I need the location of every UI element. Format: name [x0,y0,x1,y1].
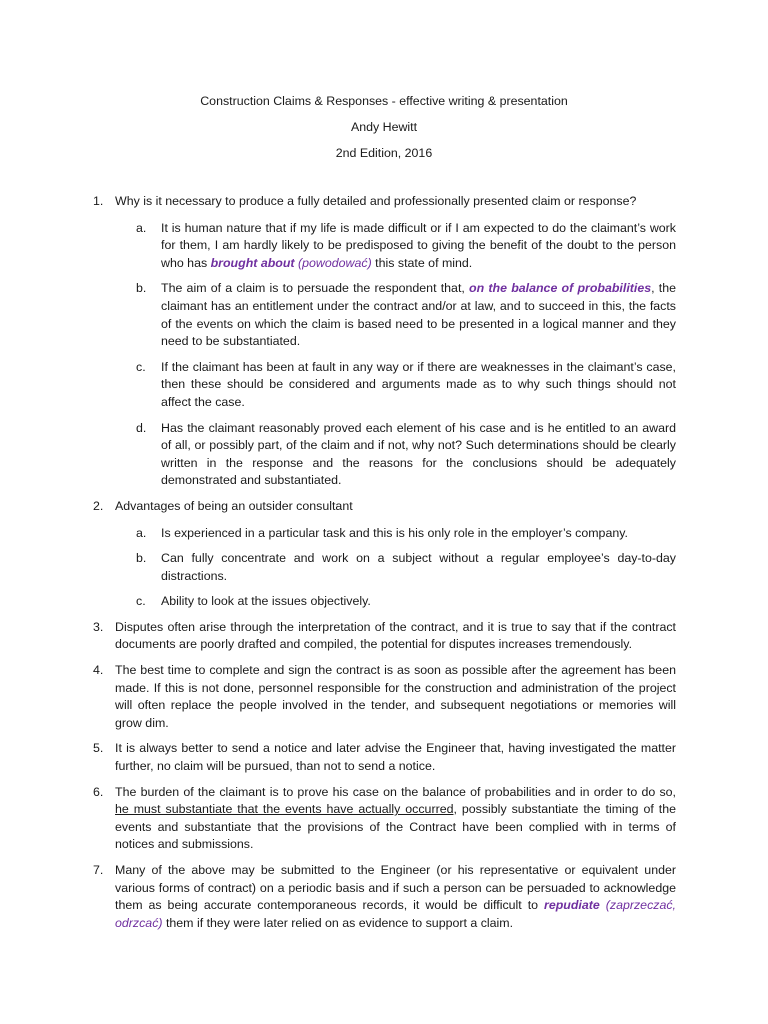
highlighted-term: repudiate [544,898,600,913]
subitem-letter: a. [136,525,147,540]
item-text: Advantages of being an outsider consultant [115,498,353,513]
item-number: 3. [93,619,104,634]
translation-note: (powodować) [294,255,372,270]
list-item-1 [93,193,676,490]
subitem-1b [136,280,676,350]
list-item-2 [93,498,676,611]
item-text-end: them if they were later relied on as evidence to support a claim. [162,915,514,930]
subitem-letter: b. [136,551,147,566]
highlighted-term: on the balance of probabilities [469,281,652,296]
item-number: 4. [93,663,104,678]
underlined-phrase: he must substantiate that the events have actually occurred [115,802,454,817]
subitem-text: The aim of a claim is to persuade the respondent that, [161,281,470,296]
list-item-7 [93,862,676,932]
subitem-1c [136,359,676,412]
subitem-text: Ability to look at the issues objectively. [161,594,371,609]
subitem-text: Has the claimant reasonably proved each element of his case and is he entitled to an award of all, or possibly part, of the claim and if not, why not? Such determinations should be clearly written in the response and the reasons for the conclusions should be adequately demonstrated and substantiated. [161,420,676,488]
document-author: Andy Hewitt [350,120,418,134]
subitem-text: It is human nature that if my life is made difficult or if I am expected to do the claimant’s work for them, I am hardly likely to be predisposed to giving the benefit of the doubt to the person who has [161,220,676,270]
item-text: The best time to complete and sign the contract is as soon as possible after the agreement has been made. If this is not done, personnel responsible for the construction and administration of the project will often replace the people involved in the tender, and subsequent negotiations or memories will grow dim. [115,663,676,730]
item-number: 1. [93,194,104,208]
subitem-letter: b. [136,281,147,296]
numbered-list [93,193,676,940]
list-item-3 [93,619,676,654]
item-text-end: , possibly substantiate the timing of the events and substantiate that the provisions of the Contract have been complied with in terms of notices and submissions. [115,802,676,852]
document-edition: 2nd Edition, 2016 [335,146,433,160]
subitem-letter: d. [136,420,147,435]
subitem-1d [136,420,676,490]
subitem-text-end: , the claimant has an entitlement under the contract and/or at law, and to succeed in this, the facts of the events on which the claim is based need to be presented in a logical manner and they need to be substantiated. [161,281,677,349]
translation-note: (zaprzeczać, odrzcać) [115,898,676,930]
highlighted-term: brought about [210,255,295,270]
item-text: The burden of the claimant is to prove his case on the balance of probabilities and in order to do so, [115,784,676,799]
item-number: 5. [93,741,104,756]
item-number: 7. [93,863,104,877]
item-number: 6. [93,784,104,799]
subitem-2a [136,525,676,543]
subitem-text: Is experienced in a particular task and this is his only role in the employer’s company. [161,525,628,540]
sublist [115,525,676,611]
item-text: Why is it necessary to produce a fully detailed and professionally presented claim or response? [115,194,637,208]
subitem-1a [136,220,676,273]
item-text: Many of the above may be submitted to the Engineer (or his representative or equivalent under various forms of contract) on a periodic basis and if such a person can be persuaded to acknowledge them as being accurate contemporaneous records, it would be difficult to [115,863,676,913]
item-number: 2. [93,498,104,513]
sublist [115,220,676,490]
subitem-2c [136,593,676,611]
subitem-letter: a. [136,220,147,235]
subitem-text: Can fully concentrate and work on a subject without a regular employee’s day-to-day distractions. [161,551,676,583]
subitem-letter: c. [136,594,146,609]
subitem-letter: c. [136,359,146,374]
document-title: Construction Claims & Responses - effective writing & presentation [200,94,568,108]
subitem-text: If the claimant has been at fault in any way or if there are weaknesses in the claimant’s case, then these should be considered and arguments made as to why such things should not affect the case. [161,359,676,409]
subitem-text-end: this state of mind. [371,255,473,270]
list-item-4 [93,662,676,732]
subitem-2b [136,550,676,585]
list-item-6 [93,784,676,854]
list-item-5 [93,740,676,775]
item-text: Disputes often arise through the interpretation of the contract, and it is true to say that if the contract documents are poorly drafted and compiled, the potential for disputes increases tremendously. [115,619,676,652]
item-text: It is always better to send a notice and later advise the Engineer that, having investigated the matter further, no claim will be pursued, than not to send a notice. [115,741,676,774]
